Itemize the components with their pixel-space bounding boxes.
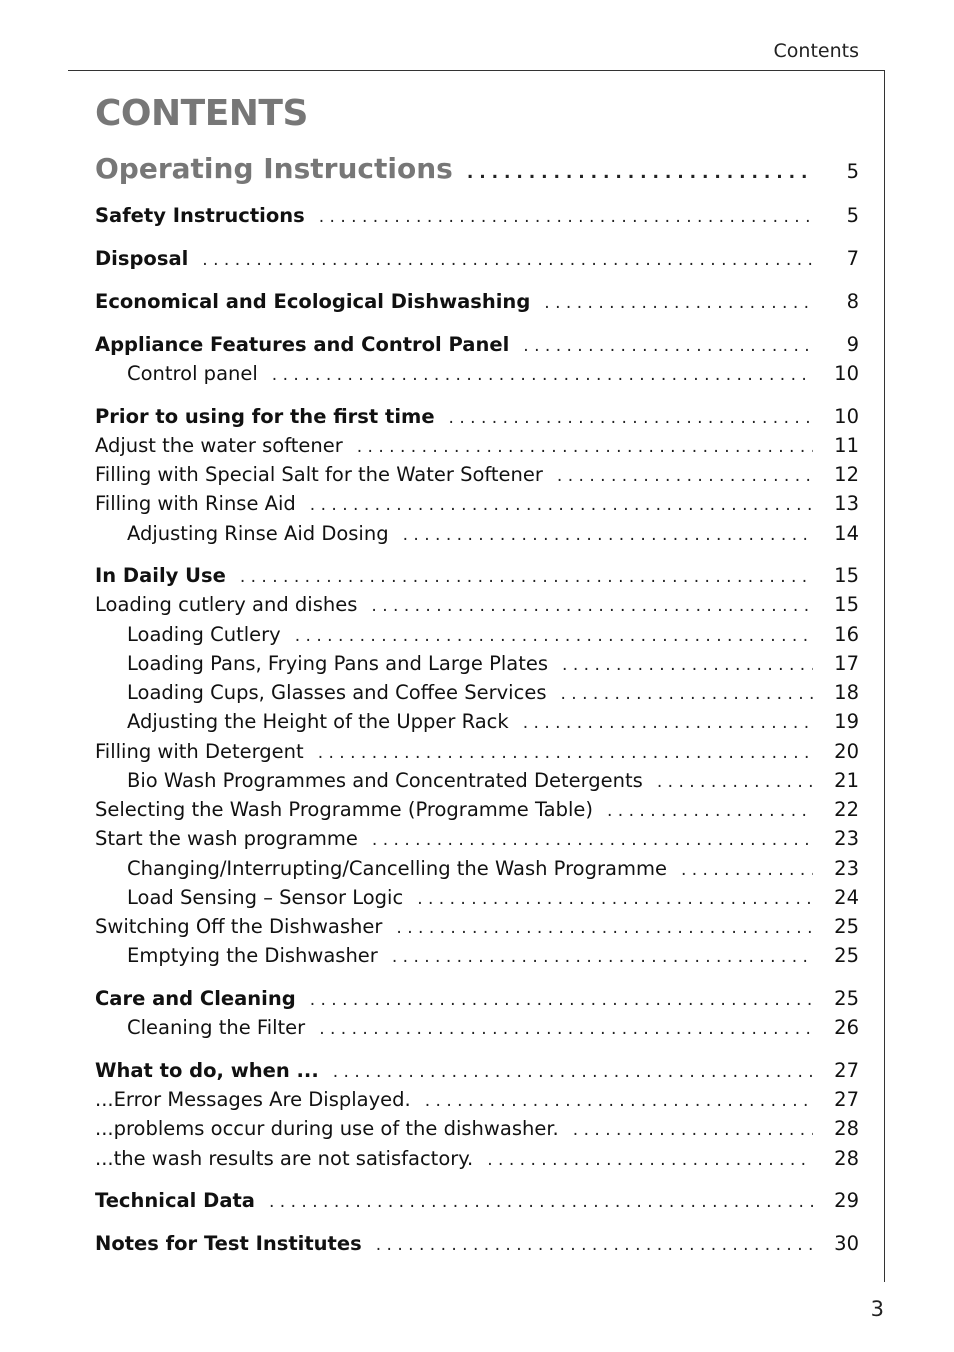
page-title: CONTENTS xyxy=(95,93,308,134)
toc-entry-label: Safety Instructions xyxy=(95,204,305,227)
toc-entry[interactable] xyxy=(95,563,859,590)
dot-leader xyxy=(657,769,813,795)
dot-leader xyxy=(240,564,813,590)
toc-entry-page-number: 26 xyxy=(834,1016,859,1039)
toc-entry[interactable] xyxy=(95,1015,859,1042)
toc-entry-label: Adjusting the Height of the Upper Rack xyxy=(127,710,509,733)
toc-entry[interactable] xyxy=(95,709,859,736)
dot-leader xyxy=(573,1117,813,1143)
dot-leader xyxy=(319,1016,813,1042)
toc-entry[interactable] xyxy=(95,1231,859,1258)
toc-entry-page-number: 30 xyxy=(834,1232,859,1255)
dot-leader xyxy=(449,405,813,431)
toc-entry-page-number: 12 xyxy=(834,463,859,486)
toc-entry-page-number: 25 xyxy=(834,944,859,967)
toc-entry-label: Adjust the water softener xyxy=(95,434,343,457)
header-rule xyxy=(68,70,885,71)
toc-entry[interactable] xyxy=(95,152,859,186)
toc-entry-label: ...the wash results are not satisfactory. xyxy=(95,1147,474,1170)
dot-leader xyxy=(467,160,813,186)
toc-entry[interactable] xyxy=(95,1188,859,1215)
toc-entry-page-number: 10 xyxy=(834,405,859,428)
toc-entry-page-number: 8 xyxy=(846,290,859,313)
toc-entry[interactable] xyxy=(95,203,859,230)
toc-entry-page-number: 20 xyxy=(834,740,859,763)
toc-entry-label: Emptying the Dishwasher xyxy=(127,944,378,967)
toc-entry-label: Selecting the Wash Programme (Programme Table) xyxy=(95,798,593,821)
toc-entry-label: Start the wash programme xyxy=(95,827,358,850)
toc-entry-label: Control panel xyxy=(127,362,258,385)
toc-entry-label: Changing/Interrupting/Cancelling the Wash Programme xyxy=(127,857,667,880)
toc-entry[interactable] xyxy=(95,246,859,273)
toc-entry[interactable] xyxy=(95,1116,859,1143)
toc-entry-label: Adjusting Rinse Aid Dosing xyxy=(127,522,389,545)
dot-leader xyxy=(372,827,813,853)
toc-entry[interactable] xyxy=(95,856,859,883)
dot-leader xyxy=(396,915,813,941)
toc-entry-label: Operating Instructions xyxy=(95,152,453,185)
toc-entry[interactable] xyxy=(95,521,859,548)
toc-entry-page-number: 22 xyxy=(834,798,859,821)
dot-leader xyxy=(560,681,813,707)
toc-entry-page-number: 13 xyxy=(834,492,859,515)
toc-entry-label: Filling with Rinse Aid xyxy=(95,492,296,515)
toc-entry[interactable] xyxy=(95,289,859,316)
toc-entry-page-number: 27 xyxy=(834,1088,859,1111)
toc-entry-label: Care and Cleaning xyxy=(95,987,296,1010)
dot-leader xyxy=(371,593,813,619)
dot-leader xyxy=(272,362,813,388)
toc-entry-page-number: 18 xyxy=(834,681,859,704)
dot-leader xyxy=(357,434,813,460)
toc-entry[interactable] xyxy=(95,680,859,707)
dot-leader xyxy=(202,247,813,273)
toc-entry[interactable] xyxy=(95,361,859,388)
toc-entry-page-number: 29 xyxy=(834,1189,859,1212)
toc-entry-page-number: 28 xyxy=(834,1147,859,1170)
toc-entry-label: Notes for Test Institutes xyxy=(95,1232,362,1255)
dot-leader xyxy=(544,290,813,316)
dot-leader xyxy=(318,740,813,766)
toc-entry-page-number: 9 xyxy=(846,333,859,356)
dot-leader xyxy=(607,798,813,824)
toc-entry-page-number: 25 xyxy=(834,915,859,938)
dot-leader xyxy=(425,1088,813,1114)
running-header: Contents xyxy=(773,40,859,62)
toc-entry[interactable] xyxy=(95,943,859,970)
toc-entry[interactable] xyxy=(95,1058,859,1085)
dot-leader xyxy=(376,1232,813,1258)
toc-entry[interactable] xyxy=(95,651,859,678)
dot-leader xyxy=(310,492,813,518)
dot-leader xyxy=(523,333,813,359)
toc-entry[interactable] xyxy=(95,826,859,853)
toc-entry[interactable] xyxy=(95,491,859,518)
toc-entry-page-number: 28 xyxy=(834,1117,859,1140)
dot-leader xyxy=(319,204,813,230)
toc-entry-label: Filling with Detergent xyxy=(95,740,304,763)
toc-entry-label: Loading Cutlery xyxy=(127,623,281,646)
toc-entry-page-number: 16 xyxy=(834,623,859,646)
toc-entry-label: What to do, when ... xyxy=(95,1059,319,1082)
toc-entry-label: Cleaning the Filter xyxy=(127,1016,306,1039)
toc-entry[interactable] xyxy=(95,739,859,766)
toc-entry-label: Load Sensing – Sensor Logic xyxy=(127,886,404,909)
toc-entry[interactable] xyxy=(95,797,859,824)
toc-entry-page-number: 21 xyxy=(834,769,859,792)
toc-entry-label: Appliance Features and Control Panel xyxy=(95,333,510,356)
toc-entry[interactable] xyxy=(95,914,859,941)
toc-entry-label: Switching Off the Dishwasher xyxy=(95,915,383,938)
dot-leader xyxy=(557,463,813,489)
page-number: 3 xyxy=(870,1297,884,1321)
dot-leader xyxy=(392,944,813,970)
toc-entry-page-number: 27 xyxy=(834,1059,859,1082)
toc-entry-label: Prior to using for the first time xyxy=(95,405,435,428)
toc-entry-page-number: 5 xyxy=(846,160,859,183)
dot-leader xyxy=(487,1147,813,1173)
dot-leader xyxy=(681,857,813,883)
dot-leader xyxy=(269,1189,813,1215)
toc-entry-page-number: 15 xyxy=(834,564,859,587)
toc-entry[interactable] xyxy=(95,1087,859,1114)
toc-entry-label: Loading Cups, Glasses and Coffee Services xyxy=(127,681,547,704)
toc-entry-page-number: 14 xyxy=(834,522,859,545)
toc-entry-page-number: 19 xyxy=(834,710,859,733)
toc-entry[interactable] xyxy=(95,885,859,912)
toc-entry-page-number: 23 xyxy=(834,857,859,880)
dot-leader xyxy=(295,623,813,649)
toc-entry-label: Loading Pans, Frying Pans and Large Plates xyxy=(127,652,549,675)
toc-entry-label: Disposal xyxy=(95,247,189,270)
toc-entry-page-number: 7 xyxy=(846,247,859,270)
dot-leader xyxy=(417,886,813,912)
toc-entry[interactable] xyxy=(95,404,859,431)
toc-entry[interactable] xyxy=(95,433,859,460)
toc-entry-page-number: 17 xyxy=(834,652,859,675)
toc-entry[interactable] xyxy=(95,986,859,1013)
toc-entry-page-number: 23 xyxy=(834,827,859,850)
toc-entry[interactable] xyxy=(95,1146,859,1173)
toc-entry-page-number: 10 xyxy=(834,362,859,385)
toc-entry-label: In Daily Use xyxy=(95,564,226,587)
dot-leader xyxy=(562,652,813,678)
toc-entry-label: ...problems occur during use of the dishwasher. xyxy=(95,1117,559,1140)
toc-entry-page-number: 24 xyxy=(834,886,859,909)
toc-entry[interactable] xyxy=(95,332,859,359)
toc-entry-label: Bio Wash Programmes and Concentrated Detergents xyxy=(127,769,643,792)
dot-leader xyxy=(310,987,813,1013)
margin-rule xyxy=(884,70,885,1282)
toc-entry-page-number: 15 xyxy=(834,593,859,616)
toc-entry[interactable] xyxy=(95,462,859,489)
dot-leader xyxy=(403,522,813,548)
dot-leader xyxy=(523,710,813,736)
toc-entry-label: ...Error Messages Are Displayed. xyxy=(95,1088,411,1111)
toc-entry-page-number: 25 xyxy=(834,987,859,1010)
toc-entry[interactable] xyxy=(95,592,859,619)
toc-entry[interactable] xyxy=(95,622,859,649)
dot-leader xyxy=(333,1059,813,1085)
toc-entry-label: Economical and Ecological Dishwashing xyxy=(95,290,531,313)
toc-entry-page-number: 11 xyxy=(834,434,859,457)
toc-entry-label: Filling with Special Salt for the Water Softener xyxy=(95,463,543,486)
toc-entry-label: Technical Data xyxy=(95,1189,255,1212)
toc-entry[interactable] xyxy=(95,768,859,795)
toc-entry-label: Loading cutlery and dishes xyxy=(95,593,358,616)
toc-entry-page-number: 5 xyxy=(846,204,859,227)
